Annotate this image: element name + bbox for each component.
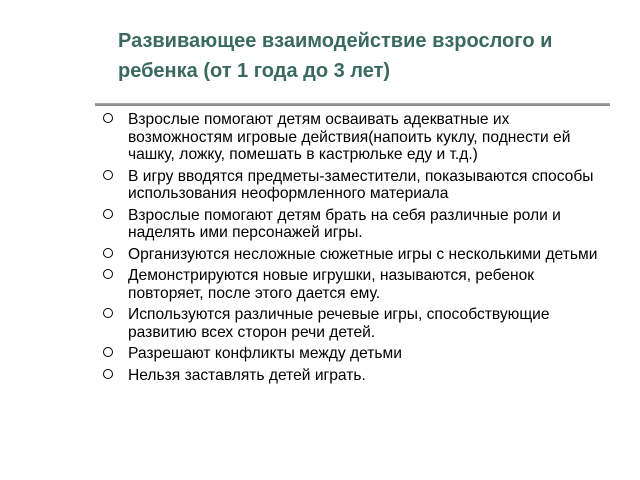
bullet-circle-icon xyxy=(103,170,113,180)
list-item xyxy=(92,367,612,385)
bullet-text: Разрешают конфликты между детьми xyxy=(128,345,402,362)
bullet-circle-icon xyxy=(103,347,113,357)
bullet-circle-icon xyxy=(103,308,113,318)
list-item xyxy=(92,168,612,203)
bullet-text: Взрослые помогают детям брать на себя различные роли и наделять ими персонажей игры. xyxy=(128,206,561,241)
bullet-text: Демонстрируются новые игрушки, называются, ребенок повторяет, после этого дается ему. xyxy=(128,267,535,302)
bullet-text: В игру вводятся предметы-заместители, показываются способы использования неоформленного материала xyxy=(128,167,594,202)
list-item xyxy=(92,246,612,264)
bullet-circle-icon xyxy=(103,209,113,219)
bullet-text: Организуются несложные сюжетные игры с несколькими детьми xyxy=(128,245,598,263)
bullet-text: Взрослые помогают детям осваивать адекватные их возможностям игровые действия(напоить куклу, поднести ей чашку, ложку, помешать в кастрюльке еду и т.д.) xyxy=(128,111,571,163)
list-item xyxy=(92,207,612,242)
title-divider xyxy=(95,103,610,106)
bullet-circle-icon xyxy=(103,269,113,279)
bullet-circle-icon xyxy=(103,113,113,123)
list-item xyxy=(92,306,612,341)
bullet-circle-icon xyxy=(103,248,113,258)
bullet-text: Используются различные речевые игры, способствующие развитию всех сторон речи детей. xyxy=(128,306,550,341)
bullet-circle-icon xyxy=(103,369,113,379)
slide-title: Развивающее взаимодействие взрослого и ребенка (от 1 года до 3 лет) xyxy=(118,30,553,82)
bullet-list xyxy=(92,111,612,388)
bullet-text: Нельзя заставлять детей играть. xyxy=(128,366,366,384)
list-item xyxy=(92,111,612,164)
list-item xyxy=(92,345,612,363)
list-item xyxy=(92,267,612,302)
